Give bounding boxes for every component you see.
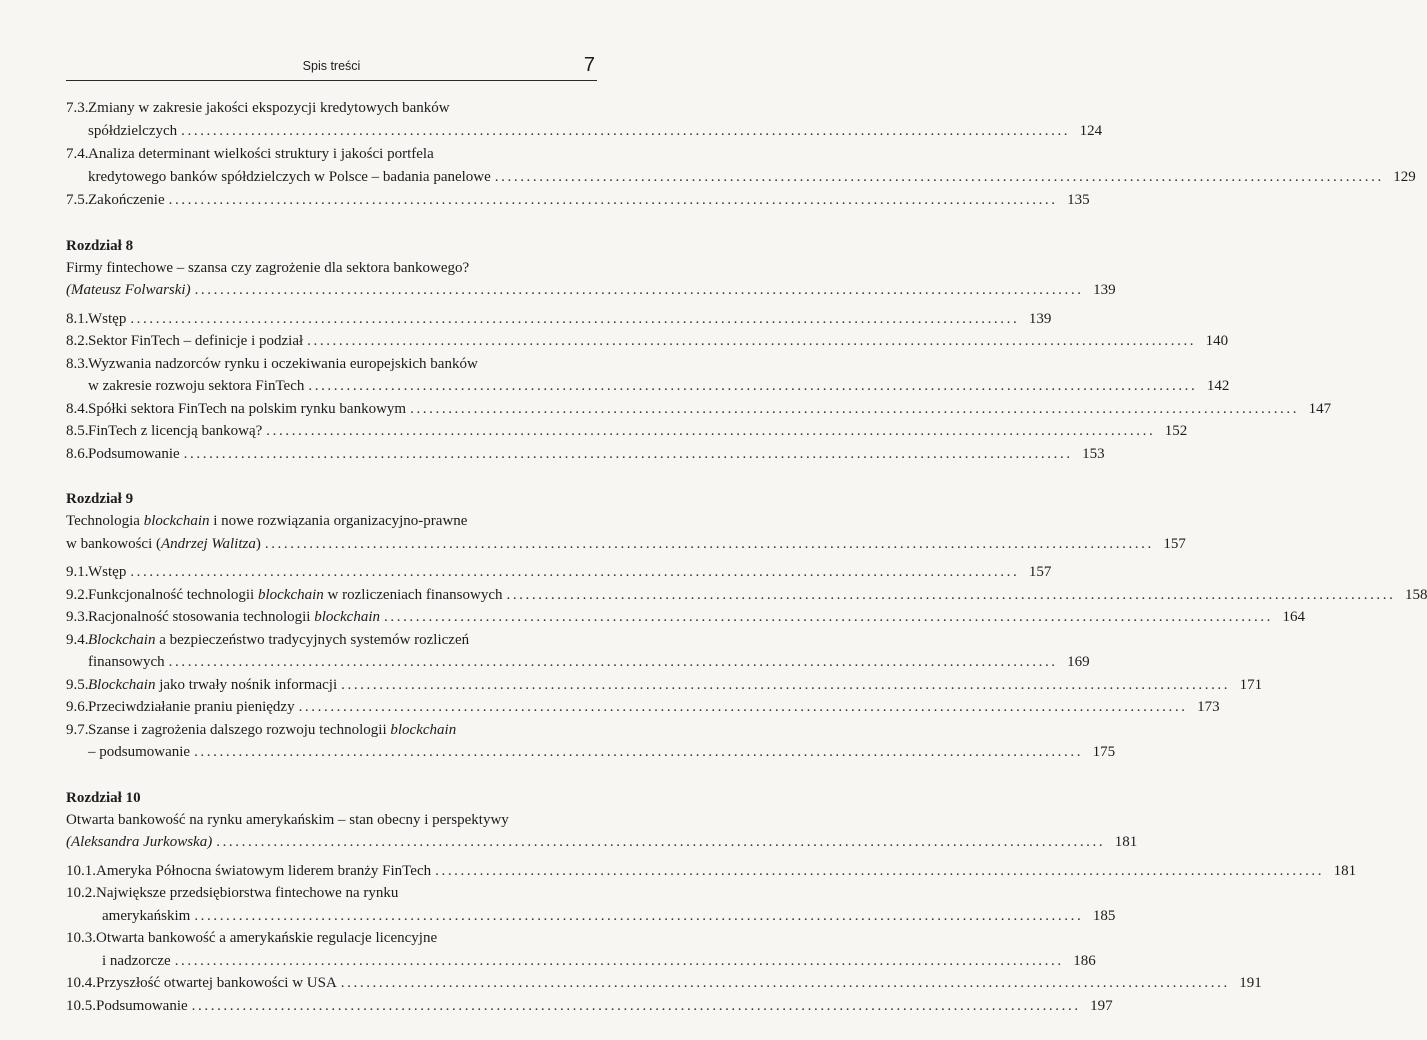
entry-title: Wyzwania nadzorców rynku i oczekiwania europejskich banków [88, 355, 478, 372]
entry-page: 142 [1206, 378, 1230, 394]
chapter-10-section [66, 787, 1357, 1018]
entry-number: 7.5. [66, 192, 89, 208]
chapter-heading: Rozdział 8 [66, 237, 134, 254]
entry-title: Podsumowanie [96, 997, 188, 1014]
entry-page: 124 [1079, 122, 1103, 139]
page-number: 7 [583, 54, 595, 76]
leader-dots [265, 533, 1154, 556]
entry-page: 171 [1239, 676, 1263, 693]
entry-page: 185 [1092, 907, 1116, 924]
title-part: ) [255, 535, 261, 552]
chapter-title: Otwarta bankowość na rynku amerykańskim – stan obecny i perspektywy [66, 811, 509, 828]
entry-number: 8.5. [66, 423, 89, 439]
title-part: Funkcjonalność technologii [88, 586, 258, 603]
leader-dots [506, 584, 1395, 607]
entry-page: 158 [1404, 586, 1427, 603]
entry-number: 8.4. [66, 400, 89, 417]
leader-dots [299, 696, 1188, 719]
entry-title-cont: – podsumowanie [88, 744, 191, 760]
entry-page: 129 [1393, 168, 1416, 185]
entry-title-cont: amerykańskim [102, 907, 191, 924]
leader-dots [184, 443, 1073, 466]
entry-page: 139 [1028, 310, 1052, 327]
entry-page: 181 [1333, 862, 1357, 879]
entry-title [88, 674, 337, 697]
entry-title: Spółki sektora FinTech na polskim rynku bankowym [88, 400, 407, 417]
entry-page: 173 [1197, 699, 1220, 715]
entry-title: Analiza determinant wielkości struktury i jakości portfela [88, 146, 434, 162]
leader-dots [410, 398, 1299, 421]
entry-page: 191 [1239, 975, 1262, 991]
entry-number: 9.7. [66, 721, 89, 738]
entry-page: 157 [1163, 535, 1186, 552]
entry-number: 8.3. [66, 355, 89, 372]
entry-title: Podsumowanie [88, 445, 180, 462]
title-part: Technologia [66, 513, 144, 529]
chapter-author: (Aleksandra Jurkowska) [66, 834, 213, 850]
entry-number: 7.3. [66, 100, 89, 116]
entry-number: 9.5. [66, 676, 89, 693]
leader-dots [175, 950, 1064, 973]
title-part: a bezpieczeństwo tradycyjnych systemów rozliczeń [155, 631, 470, 648]
entry-number: 10.3. [66, 930, 96, 946]
entry-number: 10.5. [66, 997, 96, 1014]
leader-dots [307, 330, 1196, 353]
chapter-8-section [66, 235, 1332, 466]
entry-page: 140 [1205, 333, 1229, 349]
entry-title-cont: w zakresie rozwoju sektora FinTech [88, 378, 305, 394]
title-italic: blockchain [257, 586, 324, 603]
entry-title-cont: spółdzielczych [88, 122, 178, 139]
toc-entry [66, 143, 1416, 188]
entry-page: 181 [1114, 834, 1138, 850]
title-part: w rozliczeniach finansowych [323, 586, 503, 603]
leader-dots [495, 166, 1384, 189]
entry-title-cont: kredytowego banków spółdzielczych w Polsce – badania panelowe [88, 168, 491, 185]
entry-number: 9.1. [66, 564, 89, 580]
chapter-author: (Mateusz Folwarski) [66, 282, 191, 298]
entry-page: 139 [1093, 282, 1116, 298]
entry-number: 9.4. [66, 631, 89, 648]
leader-dots [435, 860, 1324, 883]
entry-title [88, 719, 456, 742]
leader-dots [308, 375, 1197, 398]
chapter-title [66, 510, 467, 533]
entry-title: Zakończenie [88, 192, 165, 208]
entry-title: Ameryka Północna światowym liderem branży FinTech [96, 862, 432, 879]
title-italic: blockchain [390, 721, 457, 738]
title-italic: blockchain [143, 513, 210, 529]
entry-number: 8.1. [66, 310, 89, 327]
entry-number: 8.2. [66, 333, 89, 349]
chapter-author: Andrzej Walitza [160, 535, 256, 552]
entry-title-cont: finansowych [88, 654, 165, 670]
running-header [66, 54, 597, 81]
entry-page: 147 [1308, 400, 1332, 417]
entry-number: 10.4. [66, 975, 96, 991]
entry-title: Przeciwdziałanie praniu pieniędzy [88, 699, 295, 715]
entry-title: Wstęp [88, 564, 127, 580]
title-italic: Blockchain [88, 676, 156, 693]
title-italic: blockchain [314, 609, 381, 625]
entry-title: Zmiany w zakresie jakości ekspozycji kredytowych banków [88, 100, 450, 116]
entry-title: Sektor FinTech – definicje i podział [88, 333, 304, 349]
leader-dots [130, 561, 1019, 584]
title-part: Racjonalność stosowania technologii [88, 609, 315, 625]
entry-title: Największe przedsiębiorstwa fintechowe na rynku [96, 885, 399, 901]
leader-dots [384, 606, 1273, 629]
toc-entry [66, 97, 1103, 142]
title-part: i nowe rozwiązania organizacyjno-prawne [209, 513, 468, 529]
leader-dots [195, 279, 1084, 302]
entry-title [88, 606, 380, 629]
entry-page: 135 [1067, 192, 1090, 208]
title-part: Szanse i zagrożenia dalszego rozwoju technologii [88, 721, 391, 738]
leader-dots [266, 420, 1155, 443]
entry-number: 9.3. [66, 609, 89, 625]
entry-title: Przyszłość otwartej bankowości w USA [96, 975, 337, 991]
toc-entry [66, 189, 1090, 212]
chapter-author-line [66, 533, 261, 556]
entry-title: FinTech z licencją bankową? [88, 423, 263, 439]
entry-title: Wstęp [88, 310, 127, 327]
entry-page: 152 [1164, 423, 1188, 439]
leader-dots [130, 308, 1019, 331]
entry-page: 164 [1282, 609, 1306, 625]
title-part: w bankowości ( [66, 535, 161, 552]
entry-number: 9.2. [66, 586, 89, 603]
title-italic: Blockchain [88, 631, 156, 648]
leader-dots [216, 831, 1105, 854]
entry-page: 197 [1090, 997, 1113, 1014]
leader-dots [169, 189, 1058, 212]
chapter-heading: Rozdział 10 [66, 789, 141, 806]
entry-page: 175 [1092, 744, 1116, 760]
entry-number: 10.1. [66, 862, 96, 879]
entry-page: 157 [1028, 564, 1052, 580]
leader-dots [341, 674, 1230, 697]
leader-dots [341, 972, 1230, 995]
leader-dots [192, 995, 1081, 1018]
entry-page: 153 [1082, 445, 1105, 462]
title-part: jako trwały nośnik informacji [155, 676, 338, 693]
entry-page: 186 [1073, 952, 1096, 969]
entry-title [88, 584, 502, 607]
entry-title: Otwarta bankowość a amerykańskie regulacje licencyjne [96, 930, 438, 946]
chapter-heading: Rozdział 9 [66, 491, 134, 507]
table-of-contents [66, 96, 1427, 1040]
leader-dots [194, 741, 1083, 764]
entry-number: 7.4. [66, 146, 89, 162]
chapter-7-section [66, 97, 1416, 212]
header-title: Spis treści [302, 59, 361, 73]
leader-dots [194, 905, 1083, 928]
entry-page: 169 [1067, 654, 1090, 670]
entry-number: 10.2. [66, 885, 96, 901]
entry-title-cont: i nadzorcze [102, 952, 171, 969]
chapter-title: Firmy fintechowe – szansa czy zagrożenie dla sektora bankowego? [66, 259, 470, 276]
leader-dots [169, 651, 1058, 674]
entry-number: 8.6. [66, 445, 89, 462]
entry-title [88, 629, 469, 652]
leader-dots [181, 120, 1070, 143]
entry-number: 9.6. [66, 699, 89, 715]
chapter-9-section [66, 488, 1427, 764]
